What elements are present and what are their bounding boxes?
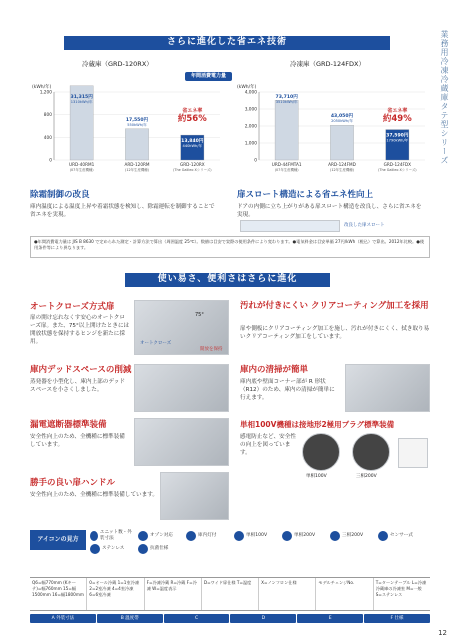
legend-symbol-icon [330,531,340,541]
plug-200v-image [352,433,390,471]
y-tick-label: 0 [254,158,257,164]
icon-legend-item [138,530,184,542]
icon-legend-item [90,544,136,554]
sec7-title: 漏電遮断器標準装備 [30,420,107,430]
icon-legend-label: ステンレス [102,545,125,551]
data-label: 440kWh/年 [182,144,203,149]
legend-column: 0=オール冷蔵 1=1室冷凍 2=2室冷凍 4=4室冷凍 6=6室冷凍 [87,578,144,610]
legend-column: F=冷凍冷蔵 R=冷蔵 F=冷凍 W=温度表示 [145,578,202,610]
icon-legend-item [330,530,376,542]
hold-open-label: 開放を保持 [200,347,223,352]
data-label: 73,710円 [275,95,298,100]
y-tick-label: 3,000 [244,107,257,113]
x-tick-label: URD-44FMTA1 [271,162,302,167]
sec6-title: 庫内の清掃が簡単 [240,365,309,375]
banner-usability: 使い易さ、便利さはさらに進化 [125,273,330,287]
legend-symbol-icon [234,531,244,541]
sec7-body: 安全性向上のため、全機種に標準装備しています。 [30,434,125,449]
legend-column: Q6=幅770mm (Kキーテ)=幅760mm 15=幅1500mm 16=幅1800mm [30,578,87,610]
y-tick-label: 1,200 [39,90,52,96]
icon-legend-item [186,530,232,542]
banner-energy: さらに進化した省エネ技術 [64,36,390,50]
footer-cell: F 仕様 [364,614,430,623]
data-label: 37,590円 [386,133,409,139]
chart-svg [235,82,431,182]
sec4-body: 扉や側板にクリアコーティング加工を施し、汚れが付きにくく、拭き取り易いクリアコーティング加工をしています。 [240,326,430,341]
bar [125,129,148,160]
legend-symbol-icon [378,531,388,541]
sec8-body: 感電防止など、安全性の向上を図っています。 [240,434,296,457]
side-label: 業務用冷凍冷蔵庫タテ型シリーズ [440,30,449,165]
legend-column: X=ノンフロン仕様 [259,578,316,610]
legend-symbol-icon [282,531,292,541]
y-tick-label: 800 [43,113,52,119]
badge-label: 省エネ率 [387,108,408,114]
footer-cell: E [297,614,363,623]
sec6-body: 庫内底や壁面コーナー部が R 形状（R12）のため、庫内の清掃が簡単に行えます。 [240,379,335,402]
note-box: ●年間消費電力量は JIS B 8630 で定められた測定・計算方法で算出（周囲温度 25℃）。数値は目安で実際の使用条件により変わります。●電気料金は目安単価 27円/kWh（税込）で算出。2012年比較。●使用条件等により異なります。 [30,236,430,258]
y-axis-label: (kWh/年) [237,85,257,90]
icon-legend-label: センサー式 [390,532,413,538]
interior-corner-image [345,364,430,412]
data-label: 2050kWh/年 [331,119,353,124]
sec9-title: 勝手の良い扉ハンドル [30,478,116,488]
footer-cell: D [230,614,296,623]
x-tick-label: ARD-120RM [124,162,150,167]
icon-legend-label: 単相200V [294,532,316,538]
sec9-body: 安全性向上のため、全機種に標準装備しています。 [30,492,158,498]
plug-200v-label: 三相200V [356,474,377,479]
icon-legend-label: 単相100V [246,532,268,538]
sec2-body: ドアの内側に立ち上がりがある扉スロート構造を改良し、さらに省エネを実現。 [237,204,422,219]
x-tick-label: (The Galileo Xシリーズ) [173,168,212,172]
badge-value: 約49% [382,114,412,124]
sec2-title: 扉スロート構造による省エネ性向上 [237,190,374,200]
chart-caption: 年間消費電力量 [185,72,232,81]
icons-title: アイコンの見方 [30,530,86,550]
x-tick-label: ARD-124FMD [328,162,356,167]
y-tick-label: 4,000 [244,90,257,96]
y-axis-label: (kWh/年) [32,85,52,90]
icon-grid [90,530,430,552]
legend-symbol-icon [90,531,98,541]
footer-cell: B 温度帯 [97,614,163,623]
data-label: 1790kWh/年 [386,138,409,143]
interior-space-image [134,364,229,412]
chart-svg [30,82,226,182]
y-tick-label: 2,000 [244,124,257,130]
badge-label: 省エネ率 [182,108,203,114]
sec3-title: オートクローズ方式扉 [30,302,115,312]
icon-legend-label: ユニット数・外装寸法 [99,530,132,541]
icon-legend-item [138,544,184,554]
data-label: 1310kWh/年 [70,100,93,104]
data-label: 31,315円 [70,95,93,100]
page-number: 12 [438,628,447,637]
icon-legend-label: 庫内灯付 [198,532,217,538]
legend-symbol-icon [138,531,148,541]
legend-table [30,577,430,611]
data-label: 550kWh/年 [127,122,147,127]
icon-legend-item [378,530,424,542]
legend-column: モデルチェンジNo. [316,578,373,610]
plug-100v-image [302,433,340,471]
bar [275,100,298,160]
data-label: 13,840円 [181,139,204,145]
door-throat-label: 改良した扉スロート [344,223,385,228]
sec4-title: 汚れが付きにくい クリアコーティング加工を採用 [240,301,429,311]
chart-freezer [235,82,431,182]
sec5-body: 蒸発器を小型化し、庫内上部のデッドスペースを小さくしました。 [30,379,125,394]
sec3-body: 扉の開け忘れなくす安心のオートクローズ扉。また、75°以上開けたときには開放状態を保持するヒンジを新たに採用。 [30,315,130,346]
sec8-title: 単相100V機種は接地形2極用プラグ標準装備 [240,420,395,429]
legend-column: T=ターンテーブル L=冷凍冷蔵庫の冷凍室 M=一般 S=ステンレス [375,580,427,597]
sec1-body: 庫内温度による温度上昇や着霜状態を検知し、除霜運転を制御することで省エネを実現。 [30,204,215,219]
x-tick-label: (07年生産機種) [69,168,94,172]
chart-right-title: 冷凍庫（GRD-124FDX） [290,60,366,68]
x-tick-label: GRD-124FDX [383,162,412,167]
chart-fridge [30,82,226,182]
plug-100v-label: 単相100V [306,474,327,479]
x-tick-label: (The Galileo Xシリーズ) [378,168,417,172]
sec1-title: 除霜制御の改良 [30,190,90,200]
data-label: 43,050円 [330,114,354,120]
data-label: 3510kWh/年 [275,100,298,104]
plug-socket-image [398,438,428,468]
auto-close-label: オートクローズ [140,341,172,346]
handle-image [160,472,229,520]
icon-legend-item [282,530,328,542]
footer-cell: A 外装寸法 [30,614,96,623]
y-tick-label: 0 [49,158,52,164]
icon-legend-item [234,530,280,542]
bar [330,125,353,160]
badge-value: 約56% [177,114,207,124]
sec5-title: 庫内デッドスペースの削減 [30,365,132,375]
x-tick-label: (12年生産機種) [330,168,354,172]
legend-symbol-icon [186,531,196,541]
footer-cell: C [164,614,230,623]
data-label: 17,550円 [125,117,149,123]
legend-symbol-icon [138,544,148,554]
legend-column: D=ワイド扉仕様 T=温度 [202,578,259,610]
legend-symbol-icon [90,544,100,554]
x-tick-label: URD-40RM1 [69,162,95,167]
y-tick-label: 1,000 [244,141,257,147]
x-tick-label: (12年生産機種) [125,168,149,172]
icon-legend-label: 抗菌仕様 [150,545,169,551]
door-throat-diagram [240,220,340,232]
y-tick-label: 400 [43,135,52,141]
breaker-image [134,418,229,466]
angle-label: 75° [195,312,204,318]
x-tick-label: GRD-120RX [179,162,205,167]
icon-legend-label: 三相200V [342,532,364,538]
chart-left-title: 冷蔵庫（GRD-120RX） [82,60,153,68]
x-tick-label: (07年生産機種) [274,168,299,172]
icon-legend-item [90,530,136,542]
footer-bar [30,614,430,623]
icon-legend-label: オゾン対応 [150,532,173,538]
